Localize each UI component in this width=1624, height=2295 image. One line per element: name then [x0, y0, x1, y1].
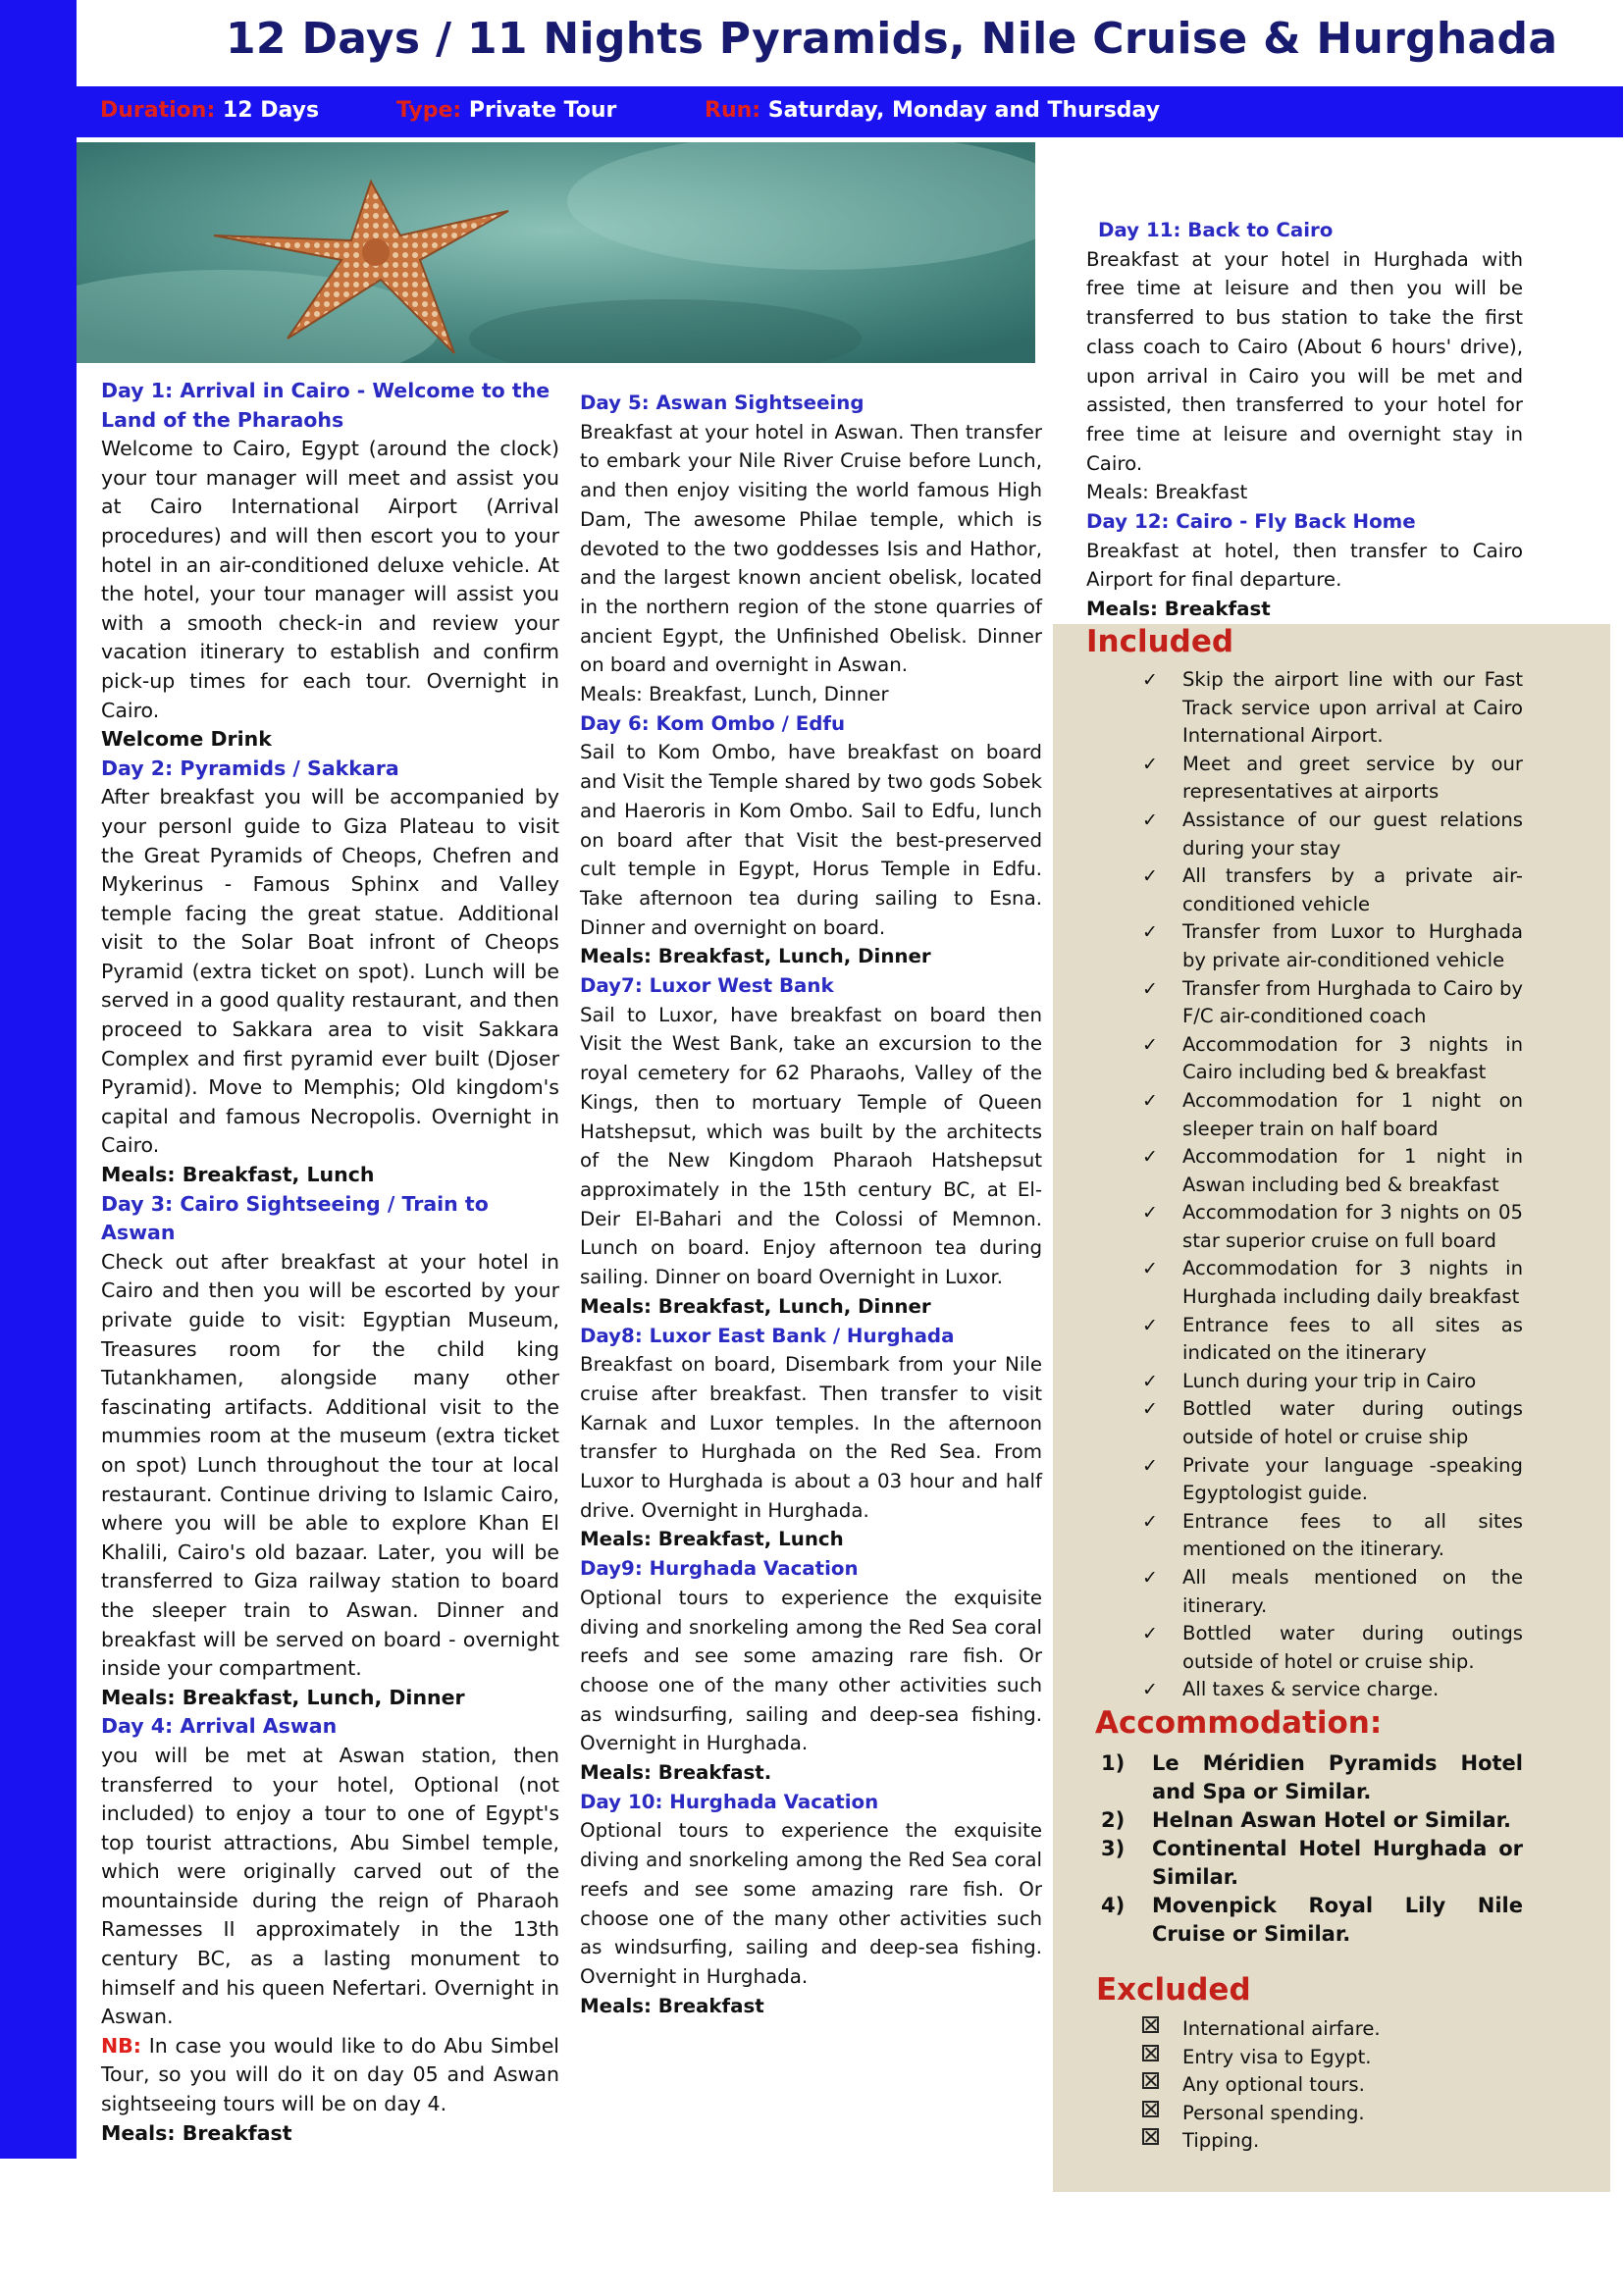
included-item-text: Transfer from Hurghada to Cairo by F/C air-conditioned coach: [1182, 976, 1523, 1028]
nb-text: In case you would like to do Abu Simbel Tour, so you will do it on day 05 and Aswan sightseeing tours will be on day 4.: [101, 2033, 559, 2116]
excluded-item: [1086, 2100, 1523, 2128]
check-icon: ✓: [1142, 1258, 1158, 1280]
check-icon: ✓: [1142, 1314, 1158, 1336]
included-item: [1086, 807, 1523, 862]
included-item-text: Bottled water during outings outside of hotel or cruise ship.: [1182, 1622, 1523, 1673]
excluded-item: [1086, 2127, 1523, 2156]
accommodation-text: Helnan Aswan Hotel or Similar.: [1152, 1808, 1511, 1832]
day1-extra: Welcome Drink: [101, 727, 272, 752]
included-item-text: Accommodation for 1 night on sleeper train on half board: [1182, 1088, 1523, 1140]
accommodation-item: [1101, 1806, 1523, 1835]
included-item: [1086, 1312, 1523, 1368]
included-item-text: Meet and greet service by our representatives at airports: [1182, 752, 1523, 804]
day11-text: Breakfast at your hotel in Hurghada with free time at leisure and then you will be transferred to bus station to take the first class coach to Cairo (About 6 hours' drive), upon arrival in Cairo you will be met and assisted, then transferred to your hotel for free time at leisure and overnight stay in Cairo.: [1086, 247, 1523, 475]
day9-heading: Day9: Hurghada Vacation: [580, 1557, 859, 1581]
day2-meals: Meals: Breakfast, Lunch: [101, 1163, 375, 1187]
crossed-box-icon: [1142, 2071, 1159, 2100]
check-icon: ✓: [1142, 977, 1158, 1000]
day10-meals: Meals: Breakfast: [580, 1994, 764, 2017]
check-icon: ✓: [1142, 753, 1158, 775]
accommodation-number: 1): [1101, 1751, 1126, 1775]
accommodation-item: [1101, 1749, 1523, 1806]
day6-text: Sail to Kom Ombo, have breakfast on board and Visit the Temple shared by two gods Sobek and Haeroris in Kom Ombo. Sail to Edfu, lunch on board after that Visit the best-preserved cult temple in Egypt, Horus Temple in Edfu. Take afternoon tea during sailing to Esna. Dinner and overnight on board.: [580, 741, 1042, 939]
included-title: Included: [1086, 624, 1234, 659]
day6-meals: Meals: Breakfast, Lunch, Dinner: [580, 945, 931, 968]
included-item: [1086, 1620, 1523, 1676]
day1-heading: Day 1: Arrival in Cairo - Welcome to the Land of the Pharaohs: [101, 379, 550, 432]
accommodation-number: 4): [1101, 1894, 1126, 1917]
accommodation-number: 3): [1101, 1837, 1126, 1860]
included-item: [1086, 1255, 1523, 1311]
day4-meals: Meals: Breakfast: [101, 2120, 292, 2145]
included-item: [1086, 1676, 1523, 1704]
day5-meals: Meals: Breakfast, Lunch, Dinner: [580, 683, 889, 706]
day7-heading: Day7: Luxor West Bank: [580, 974, 834, 998]
included-item: [1086, 1368, 1523, 1396]
check-icon: ✓: [1142, 1089, 1158, 1112]
included-item: [1086, 1508, 1523, 1564]
included-item: [1086, 918, 1523, 974]
day10-text: Optional tours to experience the exquisite diving and snorkeling among the Red Sea coral reefs and see some amazing rare fish. Or choose one of the many other activities such as windsurfing, sailing and deep-sea fishing. Overnight in Hurghada.: [580, 1819, 1042, 1988]
crossed-box-icon: [1142, 2100, 1159, 2128]
included-item-text: Accommodation for 3 nights on 05 star superior cruise on full board: [1182, 1201, 1523, 1252]
included-item: [1086, 1143, 1523, 1199]
run-days: [705, 98, 1160, 123]
included-item-text: Lunch during your trip in Cairo: [1182, 1369, 1477, 1392]
day1-text: Welcome to Cairo, Egypt (around the clock) your tour manager will meet and assist you at Cairo International Airport (Arrival procedures) and will then escort you to your hotel in an air-conditioned deluxe vehicle. At the hotel, your tour manager will assist you with a smooth check-in and review your vacation itinerary to establish and confirm pick-up times for each tour. Overnight in Cairo.: [101, 437, 559, 722]
check-icon: ✓: [1142, 1202, 1158, 1225]
day4-heading: Day 4: Arrival Aswan: [101, 1714, 338, 1739]
included-item: [1086, 1395, 1523, 1451]
day7-text: Sail to Luxor, have breakfast on board then Visit the West Bank, take an excursion to the royal cemetery for 62 Pharaohs, Valley of the Kings, then to mortuary Temple of Queen Hatshepsut, which was built by the architects of the New Kingdom Pharaoh Hatshepsut approximately in the 15th century BC, at El-Deir El-Bahari and the Colossi of Memnon. Lunch on board. Enjoy afternoon tea during sailing. Dinner on board Overnight in Luxor.: [580, 1003, 1042, 1289]
included-item: [1086, 1087, 1523, 1143]
included-item-text: Transfer from Luxor to Hurghada by private air-conditioned vehicle: [1182, 920, 1523, 971]
included-item-text: Entrance fees to all sites as indicated on the itinerary: [1182, 1313, 1523, 1365]
check-icon: ✓: [1142, 1510, 1158, 1533]
accommodation-list: [1101, 1749, 1523, 1949]
type-label: Type:: [396, 98, 462, 123]
included-item-text: Bottled water during outings outside of hotel or cruise ship: [1182, 1397, 1523, 1449]
excluded-list: [1086, 2015, 1523, 2156]
day2-heading: Day 2: Pyramids / Sakkara: [101, 756, 399, 780]
included-item-text: Skip the airport line with our Fast Track service upon arrival at Cairo International Airport.: [1182, 668, 1523, 748]
duration: [100, 98, 319, 123]
included-item-text: Entrance fees to all sites mentioned on the itinerary.: [1182, 1509, 1523, 1561]
tour-info-bar: [77, 86, 1623, 137]
day7-meals: Meals: Breakfast, Lunch, Dinner: [580, 1294, 931, 1318]
accommodation-number: 2): [1101, 1808, 1126, 1832]
excluded-title: Excluded: [1096, 1972, 1251, 2008]
accommodation-title: Accommodation:: [1095, 1705, 1383, 1741]
type-value: Private Tour: [461, 98, 617, 123]
day11-heading: Day 11: Back to Cairo: [1098, 219, 1334, 241]
run-label: Run:: [705, 98, 761, 123]
check-icon: ✓: [1142, 1623, 1158, 1645]
included-item-text: Accommodation for 3 nights in Hurghada including daily breakfast: [1182, 1257, 1523, 1309]
accommodation-item: [1101, 1892, 1523, 1949]
excluded-item-text: International airfare.: [1182, 2017, 1381, 2040]
check-icon: ✓: [1142, 1679, 1158, 1701]
included-item-text: Accommodation for 3 nights in Cairo including bed & breakfast: [1182, 1032, 1523, 1084]
included-item-text: All meals mentioned on the itinerary.: [1182, 1566, 1523, 1617]
day3-meals: Meals: Breakfast, Lunch, Dinner: [101, 1685, 465, 1709]
included-item: [1086, 751, 1523, 807]
accommodation-text: Movenpick Royal Lily Nile Cruise or Similar.: [1152, 1894, 1523, 1946]
excluded-item-text: Entry visa to Egypt.: [1182, 2045, 1372, 2068]
included-item-text: All taxes & service charge.: [1182, 1678, 1440, 1701]
included-item: [1086, 1031, 1523, 1087]
left-accent-bar: [0, 0, 77, 2159]
crossed-box-icon: [1142, 2127, 1159, 2156]
run-value: Saturday, Monday and Thursday: [760, 98, 1161, 123]
day9-meals: Meals: Breakfast.: [580, 1761, 772, 1785]
included-item: [1086, 862, 1523, 918]
starfish-illustration: [77, 142, 1035, 363]
excluded-item-text: Any optional tours.: [1182, 2073, 1365, 2097]
check-icon: ✓: [1142, 669, 1158, 691]
included-item: [1086, 975, 1523, 1031]
included-item-text: Private your language -speaking Egyptologist guide.: [1182, 1453, 1523, 1505]
accommodation-text: Le Méridien Pyramids Hotel and Spa or Similar.: [1152, 1751, 1523, 1803]
day4-text: you will be met at Aswan station, then transferred to your hotel, Optional (not included) to enjoy a tour to one of Egypt's top tourist attractions, Abu Simbel temple, which were originally carved out of the mountainside during the reign of Pharaoh Ramesses II approximately in the 13th century BC, as a lasting monument to himself and his queen Nefertari. Overnight in Aswan.: [101, 1743, 559, 2029]
excluded-item-text: Tipping.: [1182, 2129, 1260, 2153]
accommodation-item: [1101, 1835, 1523, 1892]
check-icon: ✓: [1142, 1370, 1158, 1392]
check-icon: ✓: [1142, 1567, 1158, 1589]
tour-type: [396, 98, 616, 123]
day9-text: Optional tours to experience the exquisite diving and snorkeling among the Red Sea coral reefs and see some amazing rare fish. Or choose one of the many other activities such as windsurfing, sailing and deep-sea fishing. Overnight in Hurghada.: [580, 1586, 1042, 1755]
nb-note: [101, 2032, 559, 2119]
day8-meals: Meals: Breakfast, Lunch: [580, 1528, 844, 1551]
included-item: [1086, 1199, 1523, 1255]
excluded-item-text: Personal spending.: [1182, 2101, 1365, 2124]
check-icon: ✓: [1142, 808, 1158, 831]
itinerary-column-3: [1086, 216, 1523, 624]
included-item-text: Assistance of our guest relations during your stay: [1182, 808, 1523, 860]
included-list: [1086, 666, 1523, 1704]
excluded-item: [1086, 2044, 1523, 2072]
check-icon: ✓: [1142, 921, 1158, 944]
day12-meals: Meals: Breakfast: [1086, 598, 1271, 621]
day8-text: Breakfast on board, Disembark from your Nile cruise after breakfast. Then transfer to visit Karnak and Luxor temples. In the afternoon transfer to Hurghada on the Red Sea. From Luxor to Hurghada is about a 03 hour and half drive. Overnight in Hurghada.: [580, 1353, 1042, 1522]
check-icon: ✓: [1142, 865, 1158, 888]
day11-meals: Meals: Breakfast: [1086, 481, 1248, 504]
day2-text: After breakfast you will be accompanied by your personl guide to Giza Plateau to visit the Great Pyramids of Cheops, Chefren and Mykerinus - Famous Sphinx and Valley temple facing the great statue. Additional visit to the Solar Boat infront of Cheops Pyramid (extra ticket on spot). Lunch will be served in a good quality restaurant, and then proceed to Sakkara area to visit Sakkara Complex and first pyramid ever built (Djoser Pyramid). Move to Memphis; Old kingdom's capital and famous Necropolis. Overnight in Cairo.: [101, 785, 559, 1158]
itinerary-column-1: [101, 377, 559, 2148]
day6-heading: Day 6: Kom Ombo / Edfu: [580, 711, 846, 735]
starfish-photo: [77, 142, 1035, 363]
included-item: [1086, 1564, 1523, 1620]
included-item-text: All transfers by a private air-conditioned vehicle: [1182, 864, 1523, 915]
included-item: [1086, 1452, 1523, 1508]
day3-text: Check out after breakfast at your hotel in Cairo and then you will be escorted by your private guide to visit: Egyptian Museum, Treasures room for the child king Tutankhamen, alongside many other fascinating artifacts. Additional visit to the mummies room at the museum (extra ticket on spot) Lunch throughout the tour at local restaurant. Continue driving to Islamic Cairo, where you will be able to explore Khan El Khalili, Cairo's old bazaar. Later, you will be transferred to Giza railway station to board the sleeper train to Aswan. Dinner and breakfast will be served on board - overnight inside your compartment.: [101, 1249, 559, 1681]
included-item: [1086, 666, 1523, 751]
day10-heading: Day 10: Hurghada Vacation: [580, 1790, 879, 1813]
crossed-box-icon: [1142, 2015, 1159, 2044]
day8-heading: Day8: Luxor East Bank / Hurghada: [580, 1324, 955, 1347]
itinerary-column-2: [580, 389, 1042, 2020]
check-icon: ✓: [1142, 1033, 1158, 1056]
excluded-item: [1086, 2071, 1523, 2100]
check-icon: ✓: [1142, 1398, 1158, 1421]
day5-heading: Day 5: Aswan Sightseeing: [580, 391, 864, 414]
duration-label: Duration:: [100, 98, 216, 123]
check-icon: ✓: [1142, 1146, 1158, 1169]
day5-text: Breakfast at your hotel in Aswan. Then transfer to embark your Nile River Cruise before Lunch, and then enjoy visiting the world famous High Dam, The awesome Philae temple, which is devoted to the two goddesses Isis and Hathor, and the largest known ancient obelisk, located in the northern region of the stone quarries of ancient Egypt, the Unfinished Obelisk. Dinner on board and overnight in Aswan.: [580, 420, 1042, 677]
accommodation-text: Continental Hotel Hurghada or Similar.: [1152, 1837, 1523, 1889]
included-item-text: Accommodation for 1 night in Aswan including bed & breakfast: [1182, 1145, 1523, 1196]
excluded-item: [1086, 2015, 1523, 2044]
duration-value: 12 Days: [215, 98, 320, 123]
nb-label: NB:: [101, 2033, 141, 2058]
crossed-box-icon: [1142, 2044, 1159, 2072]
day12-heading: Day 12: Cairo - Fly Back Home: [1086, 510, 1416, 534]
check-icon: ✓: [1142, 1454, 1158, 1477]
page-title: 12 Days / 11 Nights Pyramids, Nile Cruise & Hurghada: [226, 14, 1558, 64]
day12-text: Breakfast at hotel, then transfer to Cairo Airport for final departure.: [1086, 539, 1523, 592]
day3-heading: Day 3: Cairo Sightseeing / Train to Aswan: [101, 1191, 489, 1245]
